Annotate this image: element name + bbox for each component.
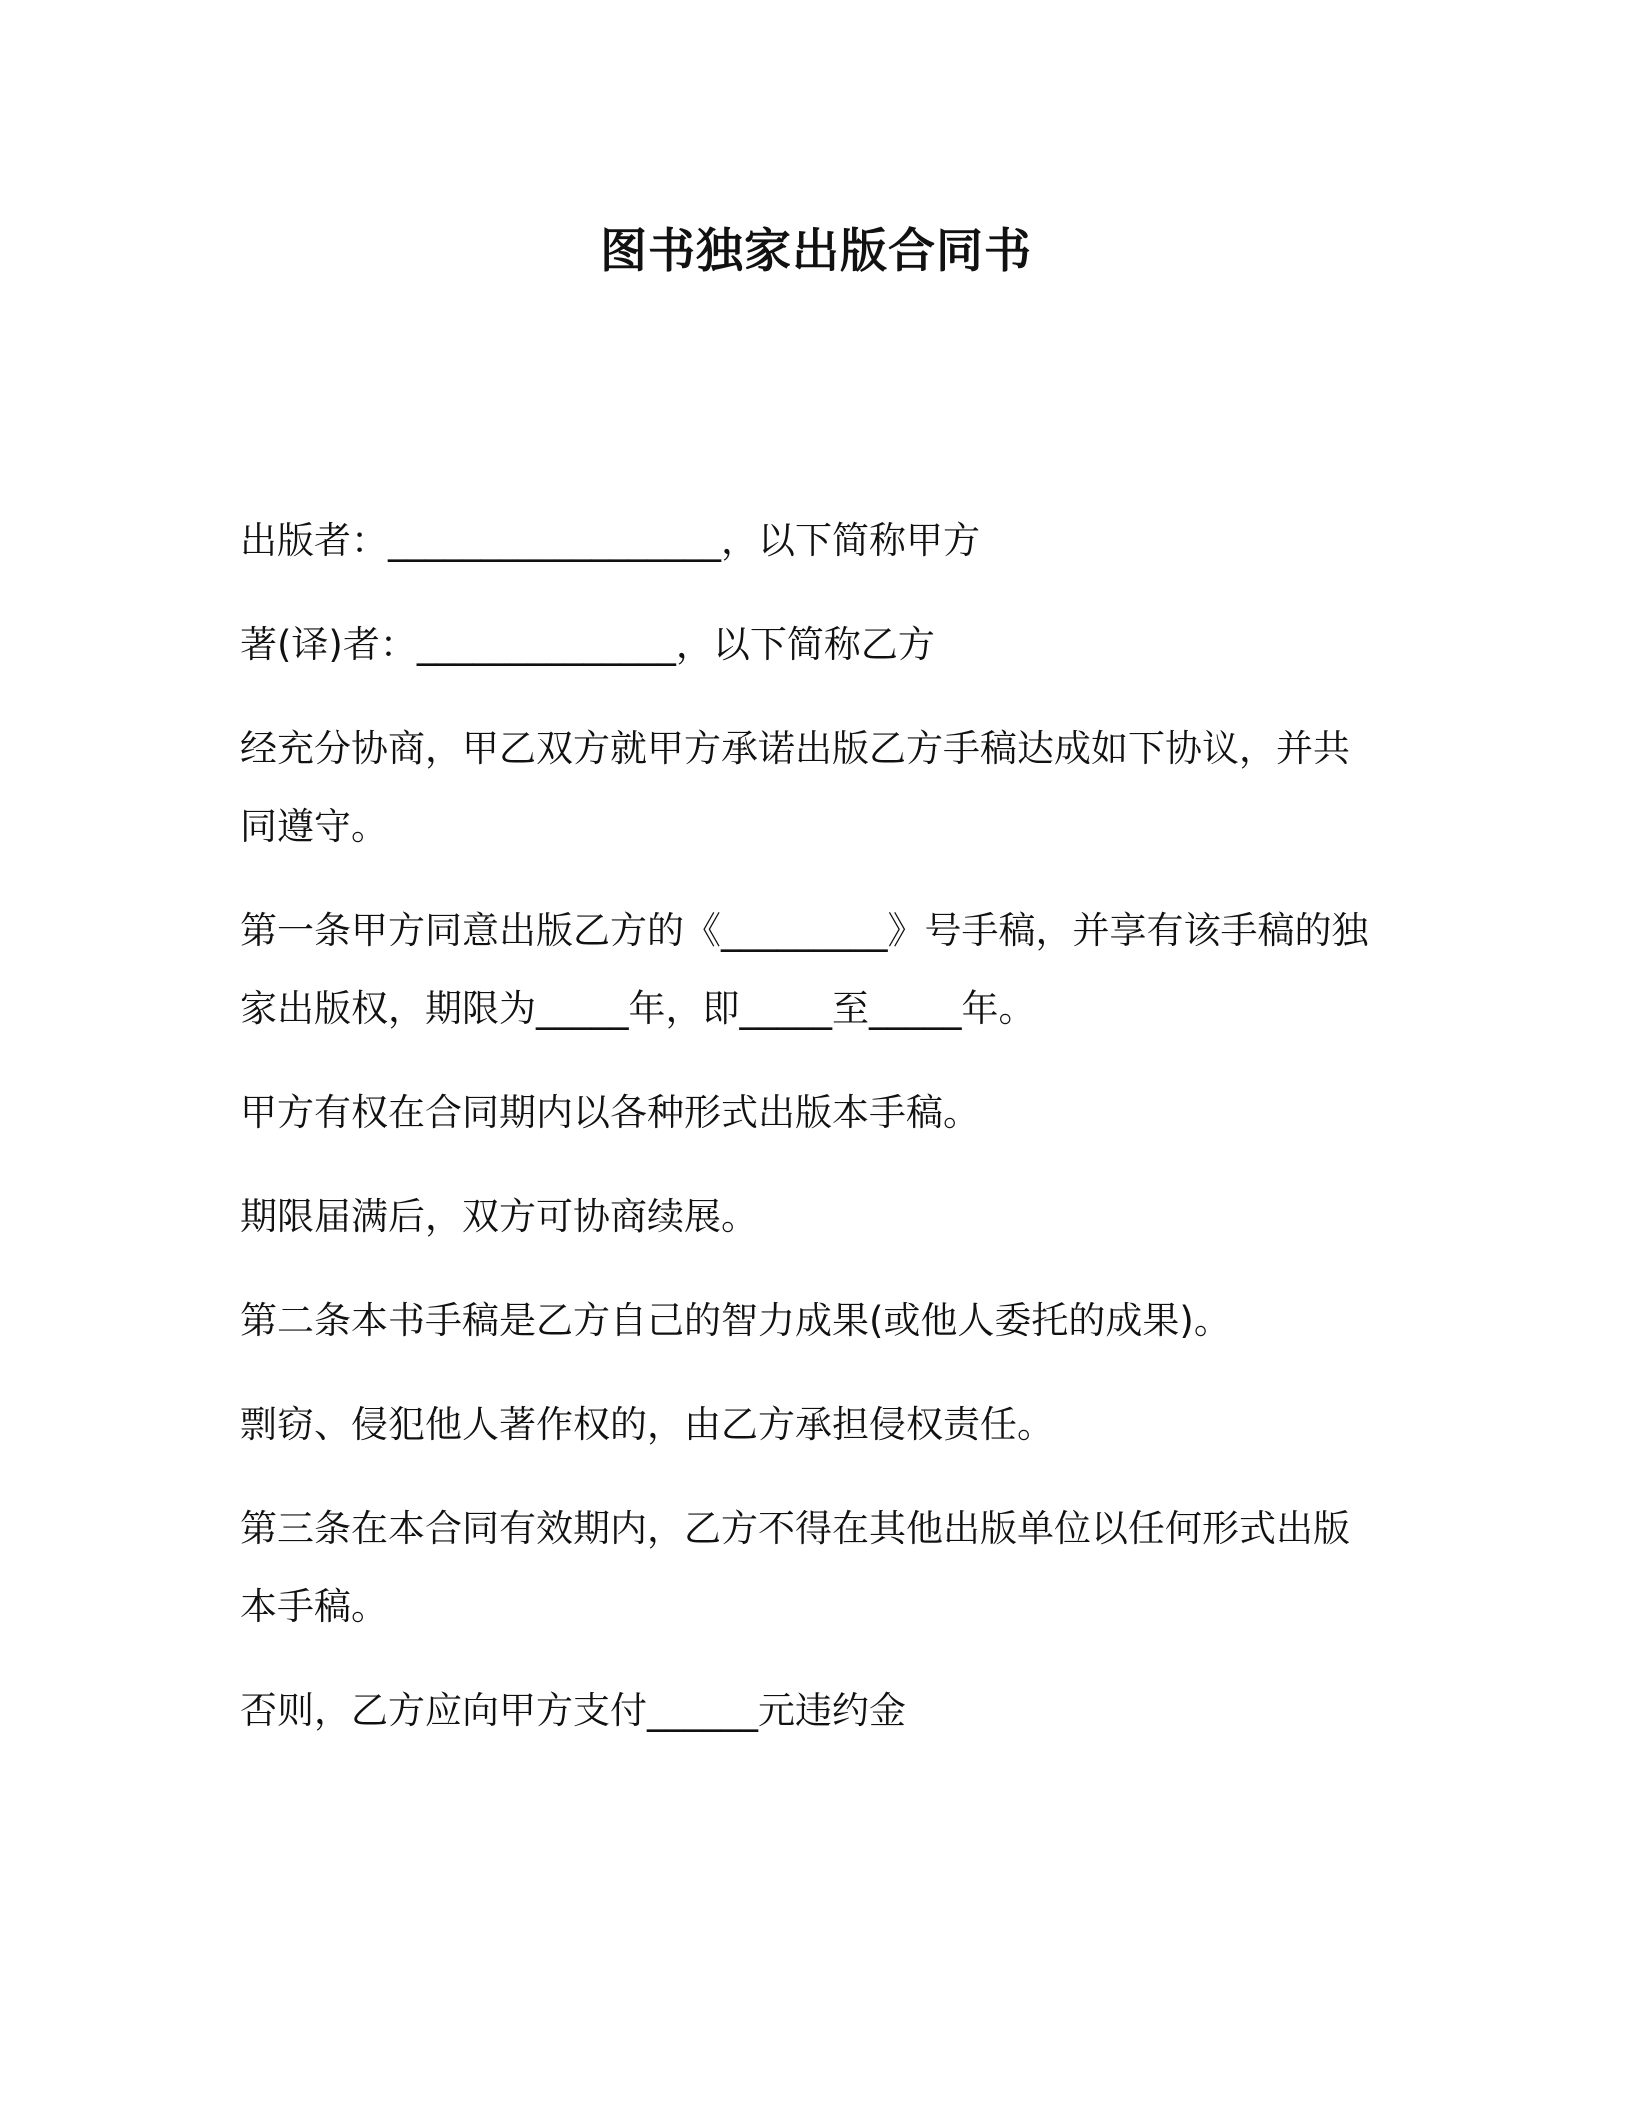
penalty-paragraph: 否则，乙方应向甲方支付______元违约金: [240, 1689, 906, 1732]
document-body: [240, 502, 1370, 1776]
renewal-paragraph: 期限届满后，双方可协商续展。: [240, 1195, 758, 1238]
author-line: 著(译)者：______________，以下简称乙方: [240, 623, 935, 666]
article-three-paragraph: 第三条在本合同有效期内，乙方不得在其他出版单位以任何形式出版本手稿。: [240, 1507, 1350, 1628]
article-two-paragraph: 第二条本书手稿是乙方自己的智力成果(或他人委托的成果)。: [240, 1299, 1231, 1342]
document-title: 图书独家出版合同书: [600, 224, 1032, 279]
preamble-paragraph: 经充分协商，甲乙双方就甲方承诺出版乙方手稿达成如下协议，并共同遵守。: [240, 727, 1350, 848]
article-one-paragraph: 第一条甲方同意出版乙方的《_________》号手稿，并享有该手稿的独家出版权，期限为_____年，即_____至_____年。: [240, 909, 1369, 1030]
publisher-line: 出版者：__________________，以下简称甲方: [240, 519, 980, 562]
publishing-forms-paragraph: 甲方有权在合同期内以各种形式出版本手稿。: [240, 1091, 980, 1134]
infringement-paragraph: 剽窃、侵犯他人著作权的，由乙方承担侵权责任。: [240, 1403, 1054, 1446]
